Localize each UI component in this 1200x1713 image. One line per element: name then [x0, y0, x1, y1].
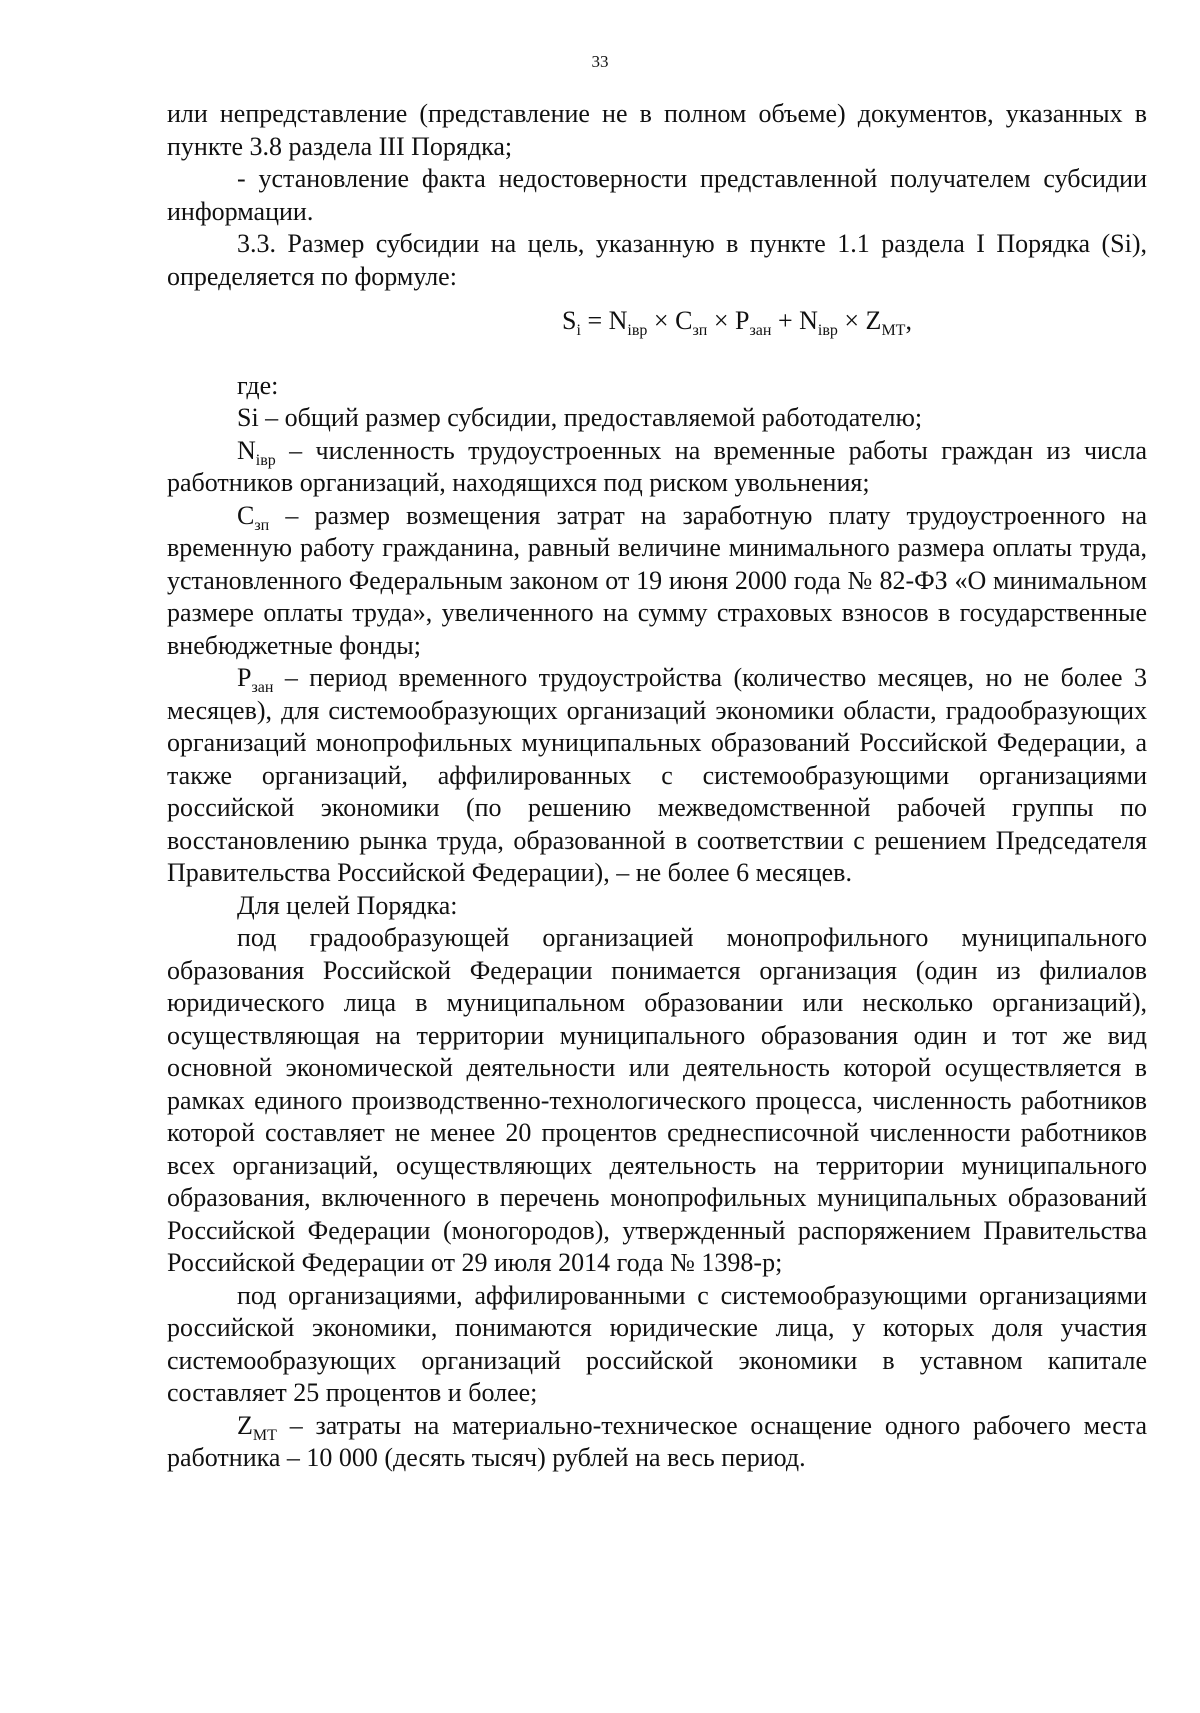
paragraph-where: где:	[237, 370, 279, 400]
definition-city-forming-organization: под градообразующей организацией монопрофильного муниципального образования Российской Федерации понимается организация (один из филиалов юридического лица в муниципальном образовании или несколько организаций), осуществляющая на территории муниципального образования один и тот же вид основной экономической деятельности или деятельность которой осуществляется в рамках единого производственно-технологического процесса, численность работников которой составляет не менее 20 процентов среднесписочной численности работников всех организаций, осуществляющих деятельность на территории муниципального образования, включенного в перечень монопрофильных муниципальных образований Российской Федерации (моногородов), утвержденный распоряжением Правительства Российской Федерации от 29 июля 2014 года № 1398-р;	[167, 923, 1147, 1277]
definition-pzan: $P_{зан}$ – период временного трудоустройства (количество месяцев, но не более 3 месяцев), для системообразующих организаций экономики области, градообразующих организаций монопрофильных муниципальных образований Российской Федерации, а также организаций, аффилированных с системообразующими организациями российской экономики (по решению межведомственной рабочей группы по восстановлению рынка труда, образованной в соответствии с решением Председателя Правительства Российской Федерации), – не более 6 месяцев.	[167, 663, 1147, 887]
page-number: 33	[591, 52, 609, 71]
definition-zmt: $Z_{МТ}$ – затраты на материально-техническое оснащение одного рабочего места работника – 10 000 (десять тысяч) рублей на весь период.	[167, 1410, 1147, 1472]
paragraph-documents: или непредставление (представление не в полном объеме) документов, указанных в пункте 3.8 раздела III Порядка;	[167, 99, 1147, 161]
paragraph-purposes: Для целей Порядка:	[237, 890, 458, 920]
paragraph-subsidy-size: 3.3. Размер субсидии на цель, указанную в пункте 1.1 раздела I Порядка (Si), определяется по формуле:	[167, 229, 1147, 291]
definition-nivr: $N_{івр}$ – численность трудоустроенных на временные работы граждан из числа работников организаций, находящихся под риском увольнения;	[167, 435, 1147, 497]
definition-czp: $C_{зп}$ – размер возмещения затрат на заработную плату трудоустроенного на временную работу гражданина, равный величине минимального размера оплаты труда, установленного Федеральным законом от 19 июня 2000 года № 82-ФЗ «О минимальном размере оплаты труда», увеличенного на сумму страховых взносов в государственные внебюджетные фонды;	[167, 500, 1147, 660]
paragraph-unreliable-info: - установление факта недостоверности представленной получателем субсидии информации.	[167, 164, 1147, 226]
document-body	[167, 98, 1147, 1475]
definition-si: Si – общий размер субсидии, предоставляемой работодателю;	[237, 403, 923, 432]
subsidy-formula: $S_i = N_{івр} \times C_{зп} \times P_{зан} + N_{івр} \times Z_{МТ}$,	[562, 306, 912, 340]
definition-affiliated-organizations: под организациями, аффилированными с системообразующими организациями российской экономики, понимаются юридические лица, у которых доля участия системообразующих организаций российской экономики в уставном капитале составляет 25 процентов и более;	[167, 1280, 1147, 1407]
